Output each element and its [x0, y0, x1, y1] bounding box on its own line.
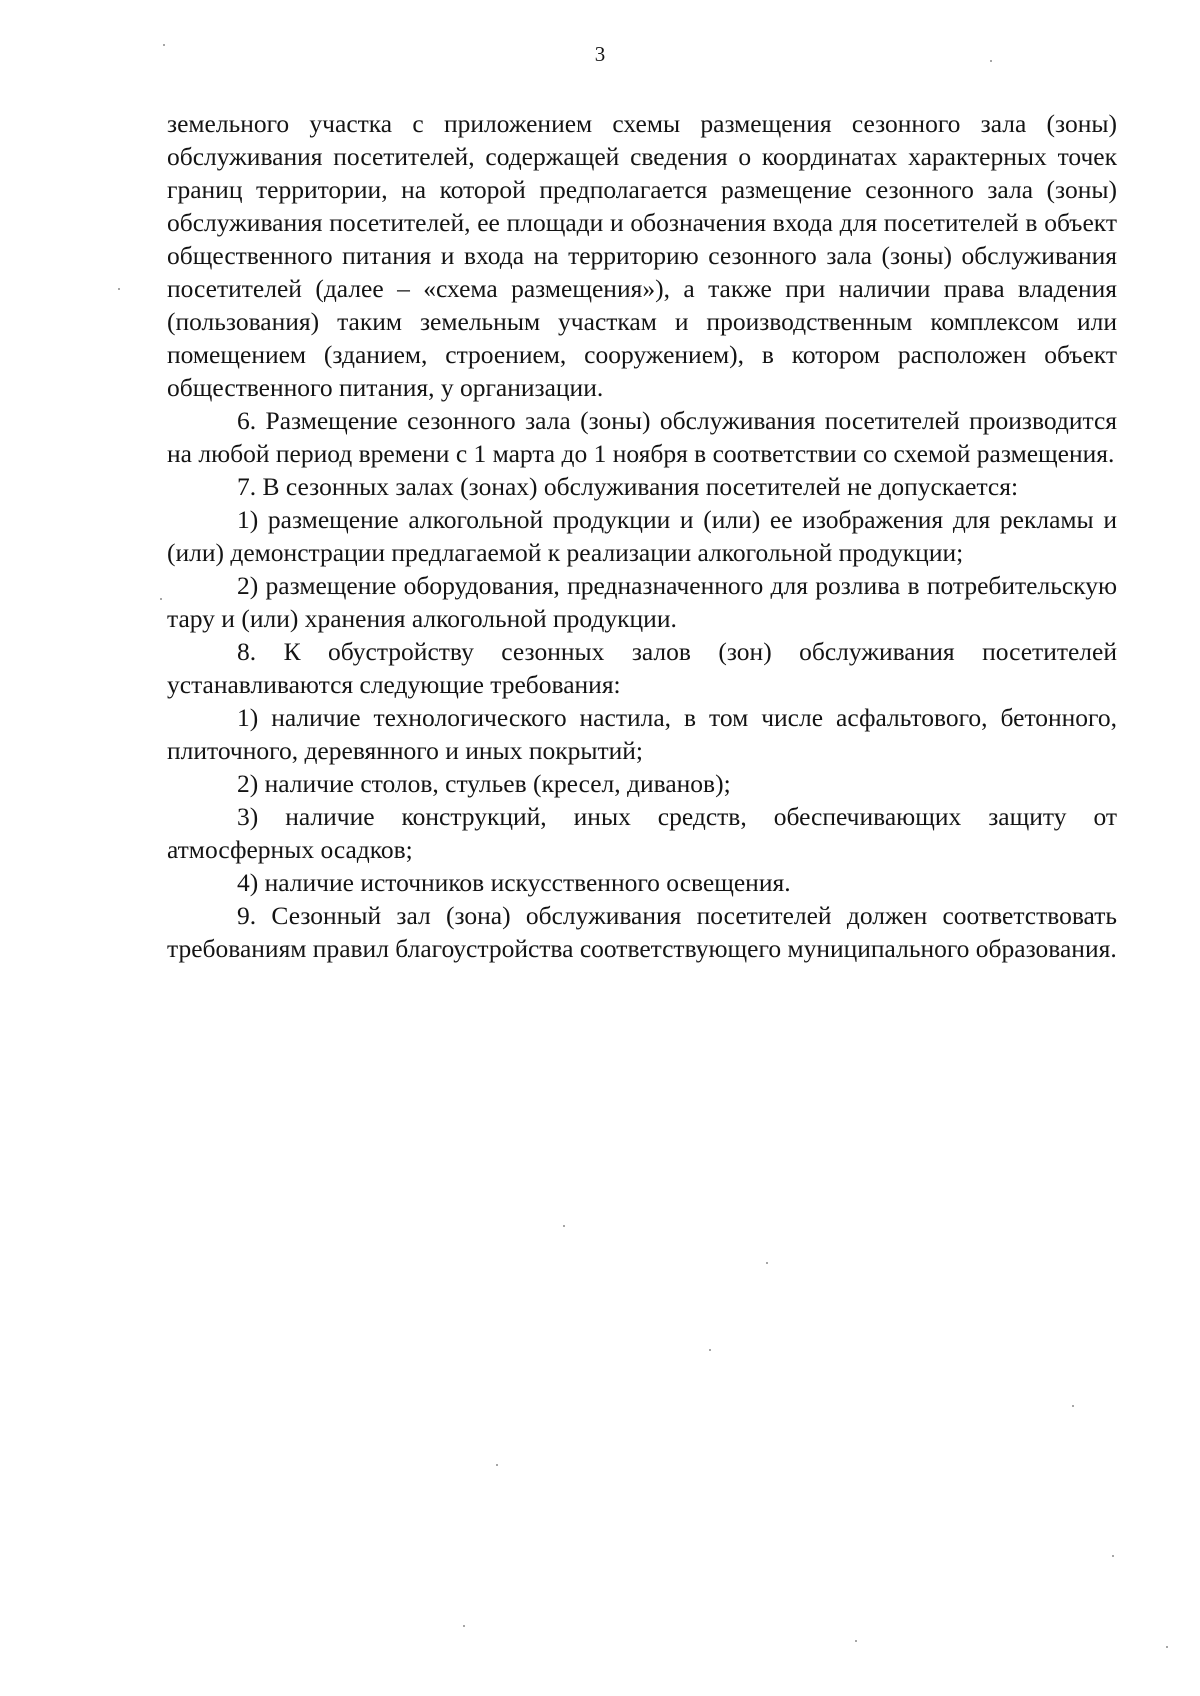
scan-speck: [1166, 1646, 1168, 1648]
paragraph-item-7: 7. В сезонных залах (зонах) обслуживания посетителей не допускается:: [237, 472, 1019, 501]
subitem-7-2: 2) размещение оборудования, предназначенного для розлива в потребительскую тару и (или) хранения алкогольной продукции.: [167, 571, 1117, 633]
subitem-8-2: 2) наличие столов, стульев (кресел, диванов);: [237, 769, 731, 798]
scan-speck: [1112, 1555, 1114, 1557]
scan-speck: [1072, 1405, 1074, 1407]
scan-speck: [709, 1349, 711, 1351]
page-number: 3: [594, 42, 606, 66]
paragraph-item-8: 8. К обустройству сезонных залов (зон) обслуживания посетителей устанавливаются следующие требования:: [167, 637, 1117, 699]
scan-speck: [496, 1464, 498, 1466]
scan-speck: [563, 1225, 565, 1227]
paragraph-item-6: 6. Размещение сезонного зала (зоны) обслуживания посетителей производится на любой период времени с 1 марта до 1 ноября в соответствии со схемой размещения.: [167, 406, 1117, 468]
scan-speck: [990, 60, 992, 62]
subitem-8-3: 3) наличие конструкций, иных средств, обеспечивающих защиту от атмосферных осадков;: [167, 802, 1117, 864]
scan-speck: [463, 1625, 465, 1627]
subitem-8-4: 4) наличие источников искусственного освещения.: [237, 868, 791, 897]
scan-speck: [118, 288, 120, 290]
paragraph-item-9: 9. Сезонный зал (зона) обслуживания посетителей должен соответствовать требованиям правил благоустройства соответствующего муниципального образования.: [167, 901, 1117, 963]
scan-speck: [855, 1640, 857, 1642]
scan-speck: [160, 598, 162, 600]
scan-speck: [766, 1262, 768, 1264]
document-body: [167, 107, 1117, 965]
subitem-8-1: 1) наличие технологического настила, в том числе асфальтового, бетонного, плиточного, деревянного и иных покрытий;: [167, 703, 1117, 765]
paragraph-continuation: земельного участка с приложением схемы размещения сезонного зала (зоны) обслуживания посетителей, содержащей сведения о координатах характерных точек границ территории, на которой предполагается размещение сезонного зала (зоны) обслуживания посетителей, ее площади и обозначения входа для посетителей в объект общественного питания и входа на территорию сезонного зала (зоны) обслуживания посетителей (далее – «схема размещения»), а также при наличии права владения (пользования) таким земельным участкам и производственным комплексом или помещением (зданием, строением, сооружением), в котором расположен объект общественного питания, у организации.: [167, 109, 1117, 402]
scan-speck: [163, 44, 165, 46]
subitem-7-1: 1) размещение алкогольной продукции и (или) ее изображения для рекламы и (или) демонстрации предлагаемой к реализации алкогольной продукции;: [167, 505, 1117, 567]
